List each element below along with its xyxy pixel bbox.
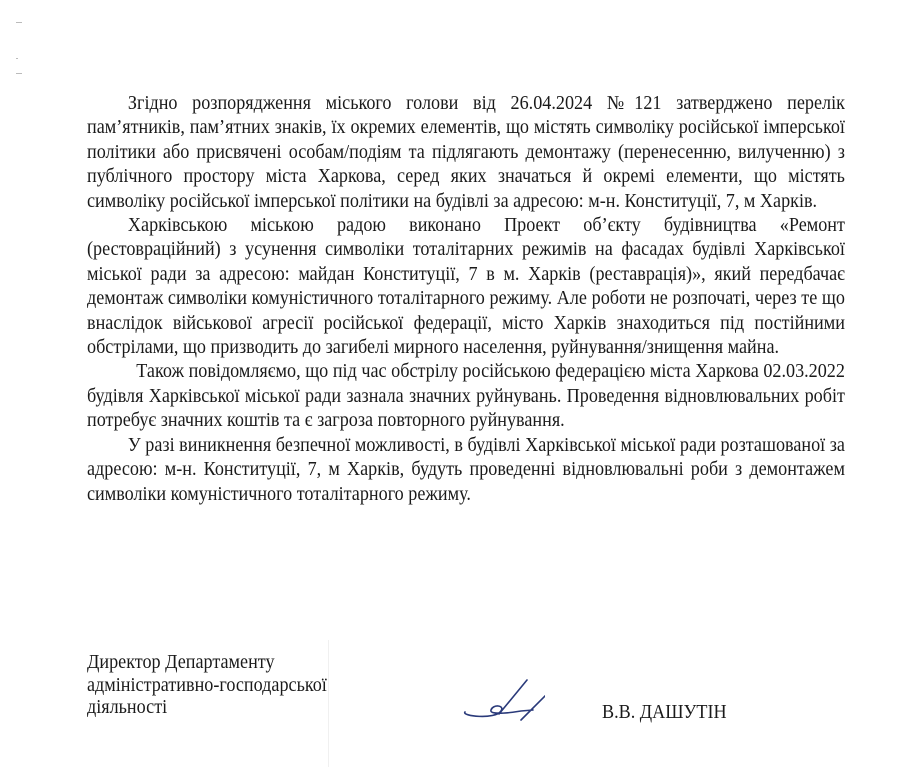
paragraph-3: Також повідомляємо, що під час обстрілу російською федерацією міста Харкова 02.03.2022 будівля Харківської міської ради зазнала значних руйнувань. Проведення відновлювальних робіт потребує значних коштів та є загроза повторного руйнування. bbox=[87, 361, 845, 432]
document-body bbox=[87, 92, 845, 507]
position-line: Директор Департаменту bbox=[87, 652, 275, 673]
page-fold-line bbox=[328, 640, 329, 767]
position-line: адміністративно-господарської bbox=[87, 674, 327, 696]
paragraph-2: Харківською міською радою виконано Проект об’єкту будівництва «Ремонт (рестовраційний) з усунення символіки тоталітарних режимів на фасадах будівлі Харківської міської ради за адресою: майдан Конституції, 7 в м. Харків (реставрація)», який передбачає демонтаж символіки комуністичного тоталітарного режиму. Але роботи не розпочаті, через те що внаслідок військової агресії російської федерації, місто Харків знаходиться під постійними обстрілами, що призводить до загибелі мирного населення, руйнування/знищення майна. bbox=[87, 215, 845, 359]
signatory-position bbox=[87, 652, 327, 720]
paragraph-4: У разі виникнення безпечної можливості, в будівлі Харківської міської ради розташованої за адресою: м-н. Конституції, 7, м Харків, будуть проведенні відновлювальні роби з демонтажем символіки комуністичного тоталітарного режиму. bbox=[87, 434, 845, 505]
paragraph-1: Згідно розпорядження міського голови від 26.04.2024 №121 затверджено перелік пам’ятників, пам’ятних знаків, їх окремих елементів, що містять символіку російської імперської політики або присвячені особам/подіям та підлягають демонтажу (перенесенню, вилученню) з публічного простору міста Харкова, серед яких значаться й окремі елементи, що містять символіку російської імперської політики на будівлі за адресою: м-н. Конституції, 7, м Харків. bbox=[87, 93, 845, 212]
margin-mark bbox=[16, 22, 22, 23]
margin-mark bbox=[16, 73, 22, 74]
position-line: діяльності bbox=[87, 697, 168, 718]
signer-name: В.В. ДАШУТІН bbox=[602, 702, 727, 723]
handwritten-signature-icon bbox=[455, 678, 545, 723]
margin-mark bbox=[16, 58, 18, 59]
